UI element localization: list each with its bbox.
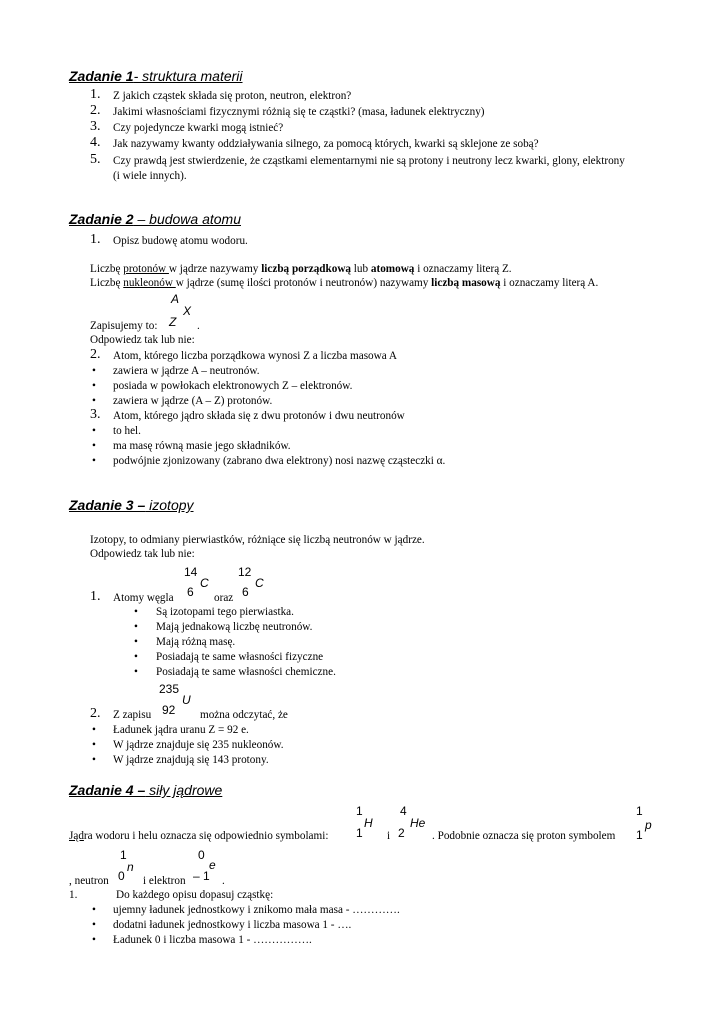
z2-q2: Atom, którego liczba porządkowa wynosi Z a liczba masowa A: [113, 350, 397, 362]
z2-p1-a: Liczbę: [90, 263, 124, 275]
z2-zapis-dot: .: [197, 320, 200, 332]
z2-para-1: [90, 263, 512, 276]
z1-item-5-cont: (i wiele innych).: [113, 170, 187, 182]
bullet-icon: •: [134, 651, 138, 663]
z2-q3: Atom, którego jądro składa się z dwu protonów i dwu neutronów: [113, 410, 405, 422]
z4-he-bot: 2: [398, 826, 405, 840]
z4-h-sym: H: [364, 816, 373, 830]
z3-c14-top: 14: [184, 565, 198, 579]
z4-n-bot: 0: [118, 869, 125, 883]
z4-e-sym: e: [209, 858, 216, 872]
z2-q3-b2: ma masę równą masie jego składników.: [113, 440, 291, 452]
z2-p1-c: lub: [351, 263, 371, 275]
z3-c12-sym: C: [255, 576, 264, 590]
z4-p-bot: 1: [636, 828, 643, 842]
z2-p2-b: w jądrze (sumę ilości protonów i neutronów) nazywamy: [175, 277, 432, 289]
z2-heading-rest: – budowa atomu: [133, 211, 241, 227]
bullet-icon: •: [134, 666, 138, 678]
z4-line2-a: , neutron: [69, 875, 109, 887]
bullet-icon: •: [92, 395, 96, 407]
bullet-icon: •: [92, 919, 96, 931]
z3-c14-sym: C: [200, 576, 209, 590]
z2-q3-num: 3.: [90, 407, 101, 422]
z3-u-bot: 92: [162, 703, 176, 717]
z1-heading-rest: - struktura materii: [133, 68, 243, 84]
z1-heading: [69, 68, 243, 85]
z3-q2-b3: W jądrze znajdują się 143 protony.: [113, 754, 269, 766]
bullet-icon: •: [92, 724, 96, 736]
z2-heading: [69, 211, 241, 228]
z2-p1-bold2: atomową: [370, 263, 415, 275]
z2-q3-b1: to hel.: [113, 425, 141, 437]
z4-b1: ujemny ładunek jednostkowy i znikomo mała masa - ………….: [113, 904, 400, 916]
z4-e-top: 0: [198, 848, 205, 862]
z3-q2-a: Z zapisu: [113, 709, 152, 721]
z3-q1-b1: Są izotopami tego pierwiastka.: [156, 606, 294, 618]
z3-q1-a: Atomy węgla: [113, 592, 174, 604]
z1-item-4: Jak nazywamy kwanty oddziaływania silnego, za pomocą których, kwarki są sklejone ze sobą?: [113, 138, 539, 150]
z4-p-sym: p: [645, 818, 652, 832]
z4-n-sym: n: [127, 860, 134, 874]
z4-line2-c: .: [222, 875, 225, 887]
z1-item-5-num: 5.: [90, 152, 101, 167]
z4-line1-i: i: [387, 830, 391, 842]
bullet-icon: •: [92, 904, 96, 916]
z2-odp: Odpowiedz tak lub nie:: [90, 334, 195, 346]
z2-q2-b2: posiada w powłokach elektronowych Z – elektronów.: [113, 380, 353, 392]
z4-line1-a: ra wodoru i helu oznacza się odpowiednio symbolami:: [83, 830, 329, 842]
z3-c12-top: 12: [238, 565, 252, 579]
z2-p1-d: i oznaczamy literą Z.: [414, 263, 512, 275]
z3-c14-bot: 6: [187, 585, 194, 599]
bullet-icon: •: [134, 606, 138, 618]
z1-item-1-num: 1.: [90, 87, 101, 102]
z3-u-top: 235: [159, 682, 180, 696]
bullet-icon: •: [92, 365, 96, 377]
z2-q1: Opisz budowę atomu wodoru.: [113, 235, 248, 247]
z2-para-2: [90, 277, 598, 290]
z3-q2-b1: Ładunek jądra uranu Z = 92 e.: [113, 724, 249, 736]
z2-q2-num: 2.: [90, 347, 101, 362]
z3-q2-num: 2.: [90, 706, 101, 721]
z3-heading-rest: izotopy: [145, 497, 194, 513]
z4-q1: Do każdego opisu dopasuj cząstkę:: [116, 889, 274, 901]
z3-c12-bot: 6: [242, 585, 249, 599]
z2-sym-X: X: [183, 304, 192, 318]
z3-p1: Izotopy, to odmiany pierwiastków, różniące się liczbą neutronów w jądrze.: [90, 534, 425, 546]
z2-q1-num: 1.: [90, 232, 101, 247]
z2-q2-b3: zawiera w jądrze (A – Z) protonów.: [113, 395, 273, 407]
z3-u-sym: U: [182, 693, 191, 707]
z4-heading-rest: siły jądrowe: [145, 782, 223, 798]
z1-item-3: Czy pojedyncze kwarki mogą istnieć?: [113, 122, 284, 134]
z2-p2-bold: liczbą masową: [431, 277, 501, 289]
z3-q2-b: można odczytać, że: [200, 709, 288, 721]
z3-q2-b2: W jądrze znajduje się 235 nukleonów.: [113, 739, 284, 751]
z4-b3: Ładunek 0 i liczba masowa 1 - …………….: [113, 934, 312, 946]
z4-p-top: 1: [636, 804, 643, 818]
z2-p2-a: Liczbę: [90, 277, 124, 289]
z2-q3-b3: podwójnie zjonizowany (zabrano dwa elektrony) nosi nazwę cząsteczki α.: [113, 455, 446, 467]
z4-b2: dodatni ładunek jednostkowy i liczba masowa 1 - ….: [113, 919, 352, 931]
z1-item-3-num: 3.: [90, 119, 101, 134]
bullet-icon: •: [92, 455, 96, 467]
z4-q1-num: 1.: [69, 889, 78, 901]
z2-p1-bold1: liczbą porządkową: [261, 263, 351, 275]
z1-heading-bold: Zadanie 1: [69, 68, 134, 84]
z4-line1-u: Jąd: [69, 830, 84, 842]
z4-heading: [69, 782, 222, 799]
z4-h-top: 1: [356, 804, 363, 818]
bullet-icon: •: [134, 621, 138, 633]
z3-q1-b2: Mają jednakową liczbę neutronów.: [156, 621, 313, 633]
z4-h-bot: 1: [356, 826, 363, 840]
z2-p2-u: nukleonów: [123, 277, 176, 289]
z3-q1-num: 1.: [90, 589, 101, 604]
z3-heading: [69, 497, 194, 514]
bullet-icon: •: [92, 934, 96, 946]
z4-line2-b: i elektron: [143, 875, 186, 887]
z4-line-1: [69, 830, 328, 843]
bullet-icon: •: [134, 636, 138, 648]
bullet-icon: •: [92, 754, 96, 766]
z2-q2-b1: zawiera w jądrze A – neutronów.: [113, 365, 260, 377]
z4-heading-bold: Zadanie 4 –: [69, 782, 146, 798]
z3-q1-b3: Mają różną masę.: [156, 636, 236, 648]
z3-q1-b4: Posiadają te same własności fizyczne: [156, 651, 324, 663]
z3-odp: Odpowiedz tak lub nie:: [90, 548, 195, 560]
z2-p1-b: w jądrze nazywamy: [168, 263, 262, 275]
bullet-icon: •: [92, 425, 96, 437]
z4-line1-b: . Podobnie oznacza się proton symbolem: [432, 830, 616, 842]
z1-item-1: Z jakich cząstek składa się proton, neutron, elektron?: [113, 90, 352, 102]
z4-e-bot: – 1: [193, 869, 210, 883]
z1-item-4-num: 4.: [90, 135, 101, 150]
z3-q1-b: oraz: [214, 592, 234, 604]
z4-n-top: 1: [120, 848, 127, 862]
z2-heading-bold: Zadanie 2: [69, 211, 134, 227]
bullet-icon: •: [92, 380, 96, 392]
bullet-icon: •: [92, 739, 96, 751]
bullet-icon: •: [92, 440, 96, 452]
z1-item-2-num: 2.: [90, 103, 101, 118]
z3-q1-b5: Posiadają te same własności chemiczne.: [156, 666, 336, 678]
z1-item-5: Czy prawdą jest stwierdzenie, że cząstkami elementarnymi nie są protony i neutrony lecz kwarki, glony, elektrony: [113, 155, 625, 167]
z2-p1-u: protonów: [123, 263, 169, 275]
z4-he-top: 4: [400, 804, 407, 818]
z2-p2-c: i oznaczamy literą A.: [500, 277, 599, 289]
z3-heading-bold: Zadanie 3 –: [69, 497, 146, 513]
z2-zapis: Zapisujemy to:: [90, 320, 158, 332]
z4-he-sym: He: [410, 816, 426, 830]
z1-item-2: Jakimi własnościami fizycznymi różnią się te cząstki? (masa, ładunek elektryczny): [113, 106, 485, 118]
z2-sym-Z: Z: [169, 315, 177, 329]
z2-sym-A: A: [171, 292, 180, 306]
